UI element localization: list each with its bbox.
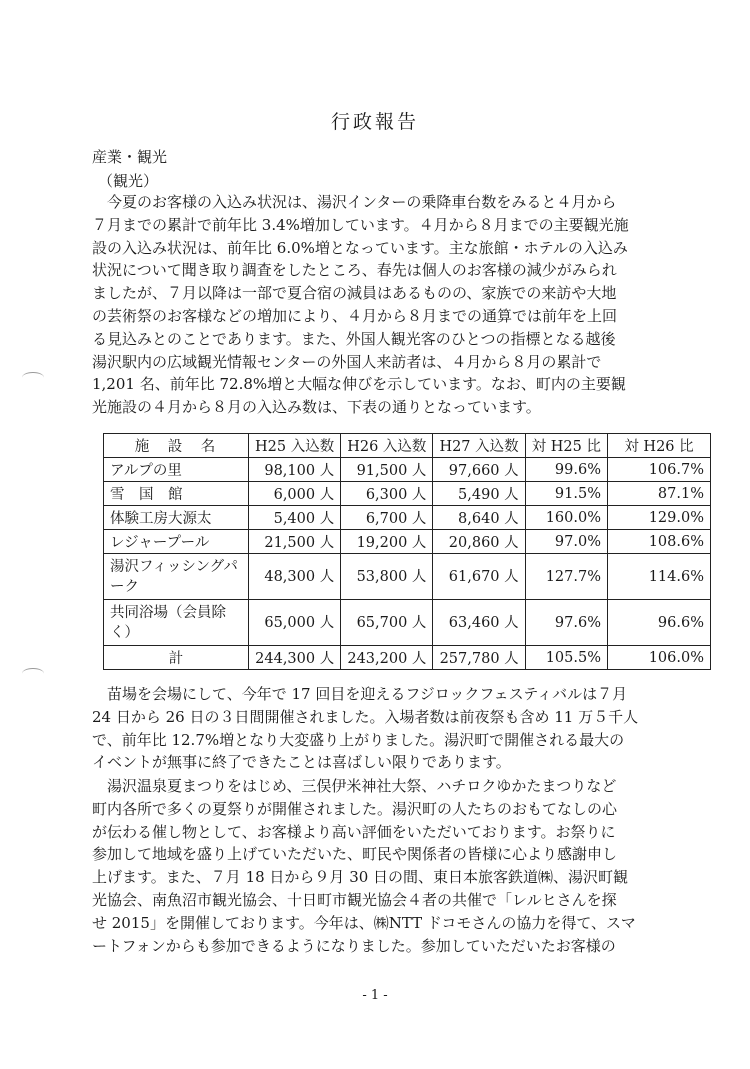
header-h26: H26 入込数 [341, 434, 433, 458]
h27-count: 63,460 人 [433, 600, 525, 646]
text-line: ７月までの累計で前年比 3.4%増加しています。４月から８月までの主要観光施 [92, 215, 629, 234]
h25-count: 65,000 人 [249, 600, 341, 646]
text-line: せ 2015」を開催しております。今年は、㈱NTT ドコモさんの協力を得て、スマ [92, 913, 636, 932]
h26-count: 19,200 人 [341, 530, 433, 554]
h26-count: 91,500 人 [341, 458, 433, 482]
text-line: る見込みとのことであります。また、外国人観光客のひとつの指標となる越後 [92, 329, 616, 348]
text-line: ましたが、７月以降は一部で夏合宿の減員はあるものの、家族での来訪や大地 [92, 284, 617, 303]
ratio-vs-h25: 91.5% [525, 482, 607, 506]
total-vs-h26: 106.0% [607, 646, 710, 670]
ratio-vs-h25: 127.7% [525, 554, 607, 600]
section-heading: 産業・観光 [92, 148, 168, 166]
total-vs-h25: 105.5% [525, 646, 607, 670]
paragraph-tourism-overview [92, 191, 672, 419]
table-total-row [104, 646, 711, 670]
text-line: 光施設の４月から８月の入込み数は、下表の通りとなっています。 [92, 398, 541, 417]
text-line: ートフォンからも参加できるようになりました。参加していただいたお客様の [92, 936, 616, 955]
facility-visitors-table [103, 433, 711, 670]
h27-count: 97,660 人 [433, 458, 525, 482]
text-line: 上げます。また、７月 18 日から９月 30 日の間、東日本旅客鉄道㈱、湯沢町観 [92, 868, 629, 887]
h26-count: 65,700 人 [341, 600, 433, 646]
h27-count: 8,640 人 [433, 506, 525, 530]
page-number: - 1 - [362, 988, 388, 1003]
h25-count: 48,300 人 [249, 554, 341, 600]
total-h27: 257,780 人 [433, 646, 525, 670]
subsection-heading: （観光） [98, 172, 159, 190]
text-line: 湯沢温泉夏まつりをはじめ、三俣伊米神社大祭、ハチロクゆかたまつりなど [107, 777, 617, 795]
ratio-vs-h26: 87.1% [607, 482, 710, 506]
h26-count: 6,700 人 [341, 506, 433, 530]
table-row [104, 530, 711, 554]
h27-count: 20,860 人 [433, 530, 525, 554]
h25-count: 98,100 人 [249, 458, 341, 482]
text-line: で、前年比 12.7%増となり大変盛り上がりました。湯沢町で開催される最大の [92, 730, 625, 749]
text-line: 参加して地域を盛り上げていただいた、町民や関係者の皆様に心より感謝申し [92, 845, 618, 864]
h25-count: 5,400 人 [249, 506, 341, 530]
paragraph-summer-festivals [92, 775, 672, 957]
header-h25: H25 入込数 [249, 434, 341, 458]
table-row [104, 506, 711, 530]
ratio-vs-h26: 129.0% [607, 506, 710, 530]
facility-name: 共同浴場（会員除く） [104, 600, 249, 646]
ratio-vs-h26: 106.7% [607, 458, 710, 482]
text-line: が伝わる催し物として、お客様より高い評価をいただいております。お祭りに [92, 822, 616, 841]
facility-name: 雪 国 館 [104, 482, 249, 506]
table-header-row [104, 434, 711, 458]
facility-name: レジャープール [104, 530, 249, 554]
scan-artifact-mark [22, 668, 44, 679]
ratio-vs-h26: 114.6% [607, 554, 710, 600]
facility-name: 湯沢フィッシングパーク [104, 554, 249, 600]
facility-name: アルプの里 [104, 458, 249, 482]
facility-name: 体験工房大源太 [104, 506, 249, 530]
text-line: 今夏のお客様の入込み状況は、湯沢インターの乗降車台数をみると４月から [107, 193, 617, 211]
total-h26: 243,200 人 [341, 646, 433, 670]
document-title: 行政報告 [330, 111, 419, 133]
total-h25: 244,300 人 [249, 646, 341, 670]
header-facility-name: 施 設 名 [104, 434, 249, 458]
header-vs-h25: 対 H25 比 [525, 434, 607, 458]
table-row [104, 482, 711, 506]
ratio-vs-h26: 96.6% [607, 600, 710, 646]
text-line: 24 日から 26 日の３日間開催されました。入場者数は前夜祭も含め 11 万５千人 [92, 707, 639, 726]
table-row [104, 458, 711, 482]
h26-count: 6,300 人 [341, 482, 433, 506]
text-line: の芸術祭のお客様などの増加により、４月から８月までの通算では前年を上回 [92, 306, 618, 325]
scan-artifact-mark [22, 372, 44, 383]
ratio-vs-h25: 160.0% [525, 506, 607, 530]
text-line: 町内各所で多くの夏祭りが開催されました。湯沢町の人たちのおもてなしの心 [92, 799, 618, 818]
text-line: 設の入込み状況は、前年比 6.0%増となっています。主な旅館・ホテルの入込み [92, 238, 628, 257]
table-row [104, 554, 711, 600]
h25-count: 21,500 人 [249, 530, 341, 554]
text-line: イベントが無事に終了できたことは喜ばしい限りであります。 [92, 753, 511, 772]
ratio-vs-h25: 97.6% [525, 600, 607, 646]
header-h27: H27 入込数 [433, 434, 525, 458]
paragraph-fuji-rock [92, 683, 672, 774]
total-label: 計 [104, 646, 249, 670]
h27-count: 5,490 人 [433, 482, 525, 506]
ratio-vs-h26: 108.6% [607, 530, 710, 554]
h26-count: 53,800 人 [341, 554, 433, 600]
header-vs-h26: 対 H26 比 [607, 434, 710, 458]
text-line: 1,201 名、前年比 72.8%増と大幅な伸びを示しています。なお、町内の主要観 [92, 375, 626, 394]
text-line: 状況について聞き取り調査をしたところ、春先は個人のお客様の減少がみられ [92, 261, 617, 280]
ratio-vs-h25: 97.0% [525, 530, 607, 554]
text-line: 光協会、南魚沼市観光協会、十日町市観光協会４者の共催で「レルヒさんを探 [92, 890, 617, 909]
text-line: 苗場を会場にして、今年で 17 回目を迎えるフジロックフェスティバルは７月 [107, 685, 628, 703]
table-row [104, 600, 711, 646]
text-line: 湯沢駅内の広域観光情報センターの外国人来訪者は、４月から８月の累計で [92, 352, 602, 371]
h25-count: 6,000 人 [249, 482, 341, 506]
ratio-vs-h25: 99.6% [525, 458, 607, 482]
h27-count: 61,670 人 [433, 554, 525, 600]
